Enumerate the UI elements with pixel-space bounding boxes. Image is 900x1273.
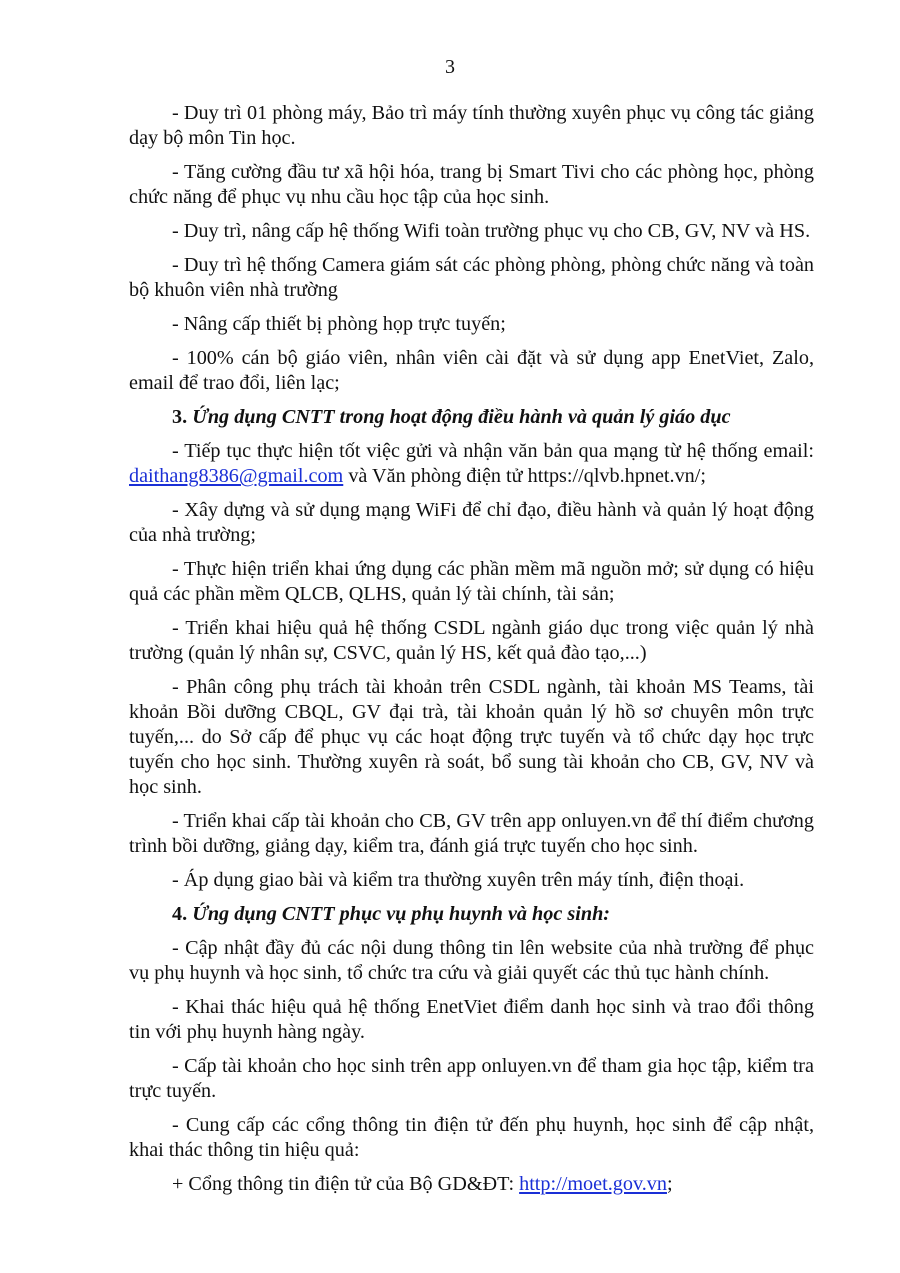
moet-link[interactable]: http://moet.gov.vn (519, 1173, 667, 1195)
page-number: 3 (445, 56, 455, 78)
paragraph: - 100% cán bộ giáo viên, nhân viên cài đặt và sử dụng app EnetViet, Zalo, email để trao đổi, liên lạc; (129, 347, 814, 394)
email-link[interactable]: daithang8386@gmail.com (129, 465, 344, 487)
section-3-number: 3. (172, 406, 188, 428)
paragraph: - Cấp tài khoản cho học sinh trên app onluyen.vn để tham gia học tập, kiểm tra trực tuyến. (129, 1055, 814, 1102)
paragraph: - Nâng cấp thiết bị phòng họp trực tuyến; (172, 313, 506, 335)
email-paragraph (129, 439, 814, 489)
paragraph: - Cập nhật đầy đủ các nội dung thông tin lên website của nhà trường để phục vụ phụ huynh và học sinh, tổ chức tra cứu và giải quyết các thủ tục hành chính. (129, 937, 814, 984)
section-4-title: Ứng dụng CNTT phục vụ phụ huynh và học sinh: (192, 903, 611, 925)
email-para-after: và Văn phòng điện tử https://qlvb.hpnet.vn/; (343, 465, 706, 487)
portal-after: ; (666, 1173, 673, 1195)
paragraph: - Khai thác hiệu quả hệ thống EnetViet điểm danh học sinh và trao đổi thông tin với phụ huynh hàng ngày. (129, 996, 814, 1043)
paragraph: - Áp dụng giao bài và kiểm tra thường xuyên trên máy tính, điện thoại. (172, 869, 745, 891)
portal-before: + Cổng thông tin điện tử của Bộ GD&ĐT: (172, 1173, 520, 1195)
email-para-before: - Tiếp tục thực hiện tốt việc gửi và nhận văn bản qua mạng từ hệ thống email: (172, 440, 814, 462)
paragraph: - Duy trì hệ thống Camera giám sát các phòng phòng, phòng chức năng và toàn bộ khuôn viên nhà trường (129, 254, 814, 301)
section-3-heading (129, 405, 814, 430)
paragraph: - Triển khai cấp tài khoản cho CB, GV trên app onluyen.vn để thí điểm chương trình bồi dưỡng, giảng dạy, kiểm tra, đánh giá trực tuyến cho học sinh. (129, 810, 814, 857)
portal-paragraph (129, 1172, 814, 1197)
paragraph: - Duy trì, nâng cấp hệ thống Wifi toàn trường phục vụ cho CB, GV, NV và HS. (172, 220, 811, 242)
paragraph: - Phân công phụ trách tài khoản trên CSDL ngành, tài khoản MS Teams, tài khoản Bồi dưỡng CBQL, GV đại trà, tài khoản quản lý hồ sơ chuyên môn trực tuyến,... do Sở cấp để phục vụ các hoạt động trực tuyến và tổ chức dạy học trực tuyến cho học sinh. Thường xuyên rà soát, bổ sung tài khoản cho CB, GV, NV và học sinh. (129, 676, 814, 798)
paragraph: - Xây dựng và sử dụng mạng WiFi để chỉ đạo, điều hành và quản lý hoạt động của nhà trường; (129, 499, 814, 546)
document-body (129, 101, 814, 1206)
paragraph: - Triển khai hiệu quả hệ thống CSDL ngành giáo dục trong việc quản lý nhà trường (quản lý nhân sự, CSVC, quản lý HS, kết quả đào tạo,...) (129, 617, 814, 664)
section-4-number: 4. (172, 903, 188, 925)
section-4-heading (129, 902, 814, 927)
paragraph: - Tăng cường đầu tư xã hội hóa, trang bị Smart Tivi cho các phòng học, phòng chức năng để phục vụ nhu cầu học tập của học sinh. (129, 161, 814, 208)
section-3-title: Ứng dụng CNTT trong hoạt động điều hành và quản lý giáo dục (192, 406, 731, 428)
paragraph: - Duy trì 01 phòng máy, Bảo trì máy tính thường xuyên phục vụ công tác giảng dạy bộ môn Tin học. (129, 102, 814, 149)
paragraph: - Thực hiện triển khai ứng dụng các phần mềm mã nguồn mở; sử dụng có hiệu quả các phần mềm QLCB, QLHS, quản lý tài chính, tài sản; (129, 558, 814, 605)
paragraph: - Cung cấp các cổng thông tin điện tử đến phụ huynh, học sinh để cập nhật, khai thác thông tin hiệu quả: (129, 1114, 814, 1161)
